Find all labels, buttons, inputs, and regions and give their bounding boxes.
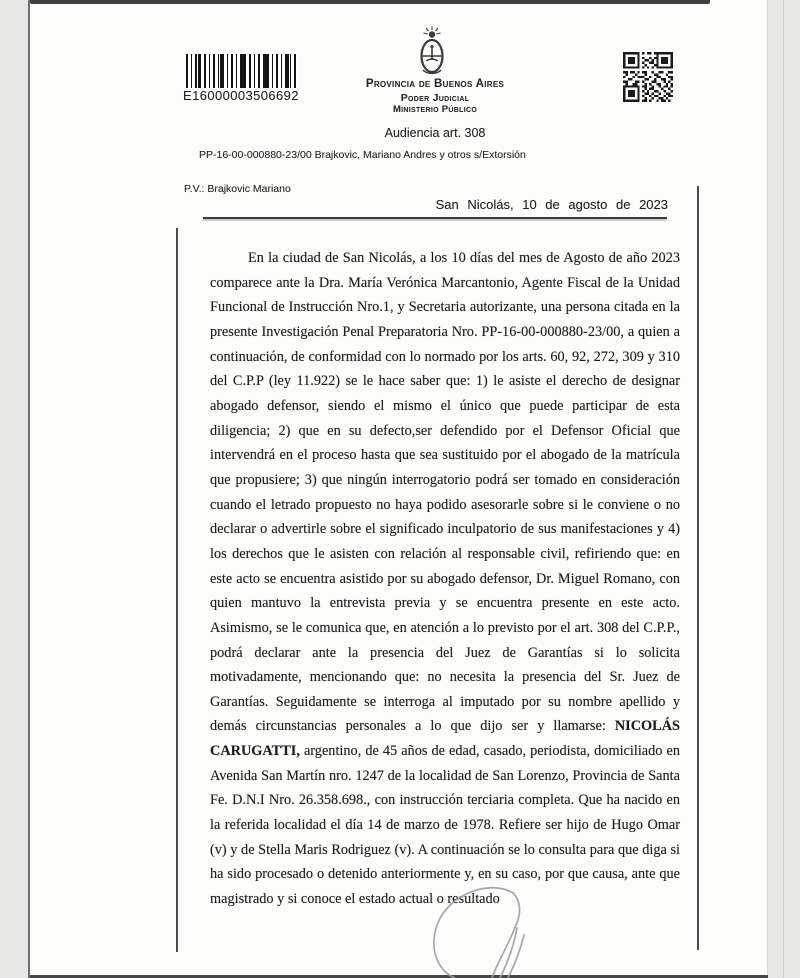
header-divider-line [203,217,667,219]
body-paragraph: En la ciudad de San Nicolás, a los 10 días del mes de Agosto de año 2023 comparece ante la Dra. María Verónica Marcantonio, Agente Fiscal de la Unidad Funcional de Instrucción Nro.1, y Secretaria autorizante, una persona citada en la presente Investigación Penal Preparatoria Nro. PP-16-00-000880-23/00, a quien a continuación, de conformidad con lo normado por los arts. 60, 92, 272, 309 y 310 del C.P.P (ley 11.922) se le hace saber que: 1) le asiste el derecho de designar abogado defensor, siendo el mismo el único que puede participar de esta diligencia; 2) que en su defecto,ser defendido por el Defensor Oficial que intervendrá en el proceso hasta que sea sustituido por el abogado de la matrícula que propusiere; 3) que ningún interrogatorio podrá ser tomado en consideración cuando el letrado propuesto no haya podido asesorarle sobre si le conviene o no declarar o advertirle sobre el significado inculpatorio de sus manifestaciones y 4) los derechos que le asisten con relación al responsable civil, refiriendo que: en este acto se encuentra asistido por su abogado defensor, Dr. Miguel Romano, con quien mantuvo la entrevista previa y se encuentra presente en este acto. Asimismo, se le comunica que, en atención a lo previsto por el art. 308 del C.P.P., podrá declarar ante la presencia del Juez de Garantías si lo solicita motivadamente, mencionando que: no necesita la presencia del Sr. Juez de Garantías. Seguidamente se interroga al imputado por su nombre apellido y demás circunstancias personales a lo que dijo ser y llamarse: NICOLÁS CARUGATTI, argentino, de 45 años de edad, casado, periodista, domiciliado en Avenida San Martín nro. 1247 de la localidad de San Lorenzo, Provincia de Santa Fe. D.N.I Nro. 26.358.698., con instrucción terciaria completa. Que ha nacido en la referida localidad el día 14 de marzo de 1978. Refiere ser hijo de Hugo Omar (v) y de Stella Maris Rodriguez (v). A continuación se lo consulta para que diga si ha sido procesado o detenido anteriormente y, en su caso, por que causa, ante que magistrado y si conoce el estado actual o resultado [210,250,680,908]
background-crease-line [783,0,784,978]
qr-code-icon [621,52,675,102]
pv-caption: P.V.: Brajkovic Mariano [184,183,291,195]
case-caption: PP-16-00-000880-23/00 Brajkovic, Mariano Andres y otros s/Extorsión [199,149,526,161]
page-right-edge-line [767,0,768,978]
scan-artifact-top-strip [30,0,710,4]
barcode-icon [186,54,298,88]
institution-branch: Poder Judicial [400,92,470,104]
institution-name: Provincia de Buenos Aires [365,78,505,90]
document-title: Audiencia art. 308 [384,126,486,140]
right-margin-rule [697,186,699,950]
dateline: San Nicolás, 10 de agosto de 2023 [435,197,668,212]
institution-office: Ministerio Público [392,104,478,115]
barcode-number: E16000003506692 [183,88,299,103]
coat-of-arms-icon [415,26,449,78]
left-margin-rule [176,228,178,952]
page-left-edge-line [28,0,30,978]
